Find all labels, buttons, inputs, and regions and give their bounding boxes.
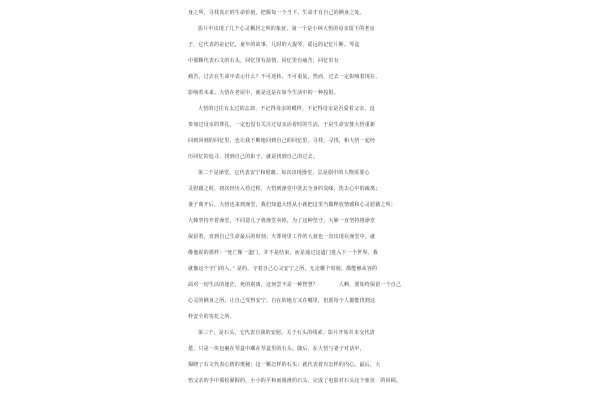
text-line: 面对一切生活的迷茫，死的别离，这何尝不是一种智慧？ 人啊，要始终保留一个自己 [188,282,402,288]
document-page [188,8,412,394]
text-line: 子，它代表的是记忆，童年的故事，儿时的大提琴，遥远的记忆片断。琴盒 [188,42,360,48]
text-line: 中那颗代表石文的石头，回忆里有温情，回忆里有痛苦，回忆里有 [188,58,339,64]
text-line: 灵慰藉之时，初次经历入殓过程，大悟到澡堂中洗去全身的臭味，洗去心中的疏离； [188,186,381,192]
text-line: 痛苦，过去在生命中表示什么？不可逆转，不可重复，然而，过去一定影响着现在， [188,74,381,80]
text-line: 就像这个守门的人。” 是的，守着自己心灵安宁之所，无论哪个时刻，都能够从容的 [188,266,378,272]
text-line: 揭晓了石文代表心情的奥秘；这一颗怎样的石头；就代表着有怎样的内心。最后，大 [188,362,381,368]
text-line: 历回忆的追寻，找到自己的影子，就是找到自己的过去。 [188,154,319,160]
text-line: 影响着未来。大悟在老屋中，就是这是在如今生活中的一种投射。 [188,90,339,96]
text-line: 身之所，寻找真正的生命价值，把握每一个当下，生命才有自己的栖身之处。 [188,10,365,16]
paragraph-3-line: 第二个是澡堂。它代表安宁和慰藉。每次出现澡堂，总是剧中的人物需要心 [198,170,370,176]
text-line: 保留着，直到自己生命最后的时刻；火葬场里工作的大叔也一直出现在澡堂中，就 [188,234,376,240]
text-line: 心灵的栖身之所，让自己受得安宁，自在的地方又在哪里，但愿每个人都能找到这 [188,298,376,304]
paragraph-4-line: 第三个，是石头，它代表自我的安慰。关于石头的线索，影片开始并未交代清 [198,330,375,336]
text-line: 回到回到的回忆里，也让我不断地回到自己的回忆里。寻找，寻找，和大悟一起经 [188,138,376,144]
paragraph-1-line: 影片中出现了几个心灵栖居之所的象征，第一个是小林大悟的母亲留下的老房 [198,26,375,32]
paragraph-2-line: 大悟的过往有太过的忘却，不记得母亲的模样，不记得母亲是否爱着父亲，没 [198,106,375,112]
text-line: 像他说的那样：“死亡像一道门，并不是结束，而是通过这道门进入下一个世界。我 [188,250,378,256]
text-line: 楚，只是一块包裹在琴盒中藏在琴盒里的石头。随后，在大悟与妻子对话中， [188,346,365,352]
text-line: 悟父亲的手中那枚紧握的，小小的平和而圆滑的石头，完成了电影对石头这个象征 的回顾。 [188,378,402,384]
text-line: 妻子离开后，大悟也来到澡堂，我们知道大悟从小就把这里当做释放情感和心灵慰藉之所； [188,202,397,208]
text-line: 样安全的寄托之所。 [188,314,235,320]
text-line: 大婶坚持开着澡堂，不同意儿子将澡堂卖掉，为了这种坚守，大婶一直坚持将澡堂 [188,218,376,224]
text-line: 参加过母亲的葬礼，一定也没有关注过母亲活着时的生活，于是生命安排大悟重新 [188,122,376,128]
